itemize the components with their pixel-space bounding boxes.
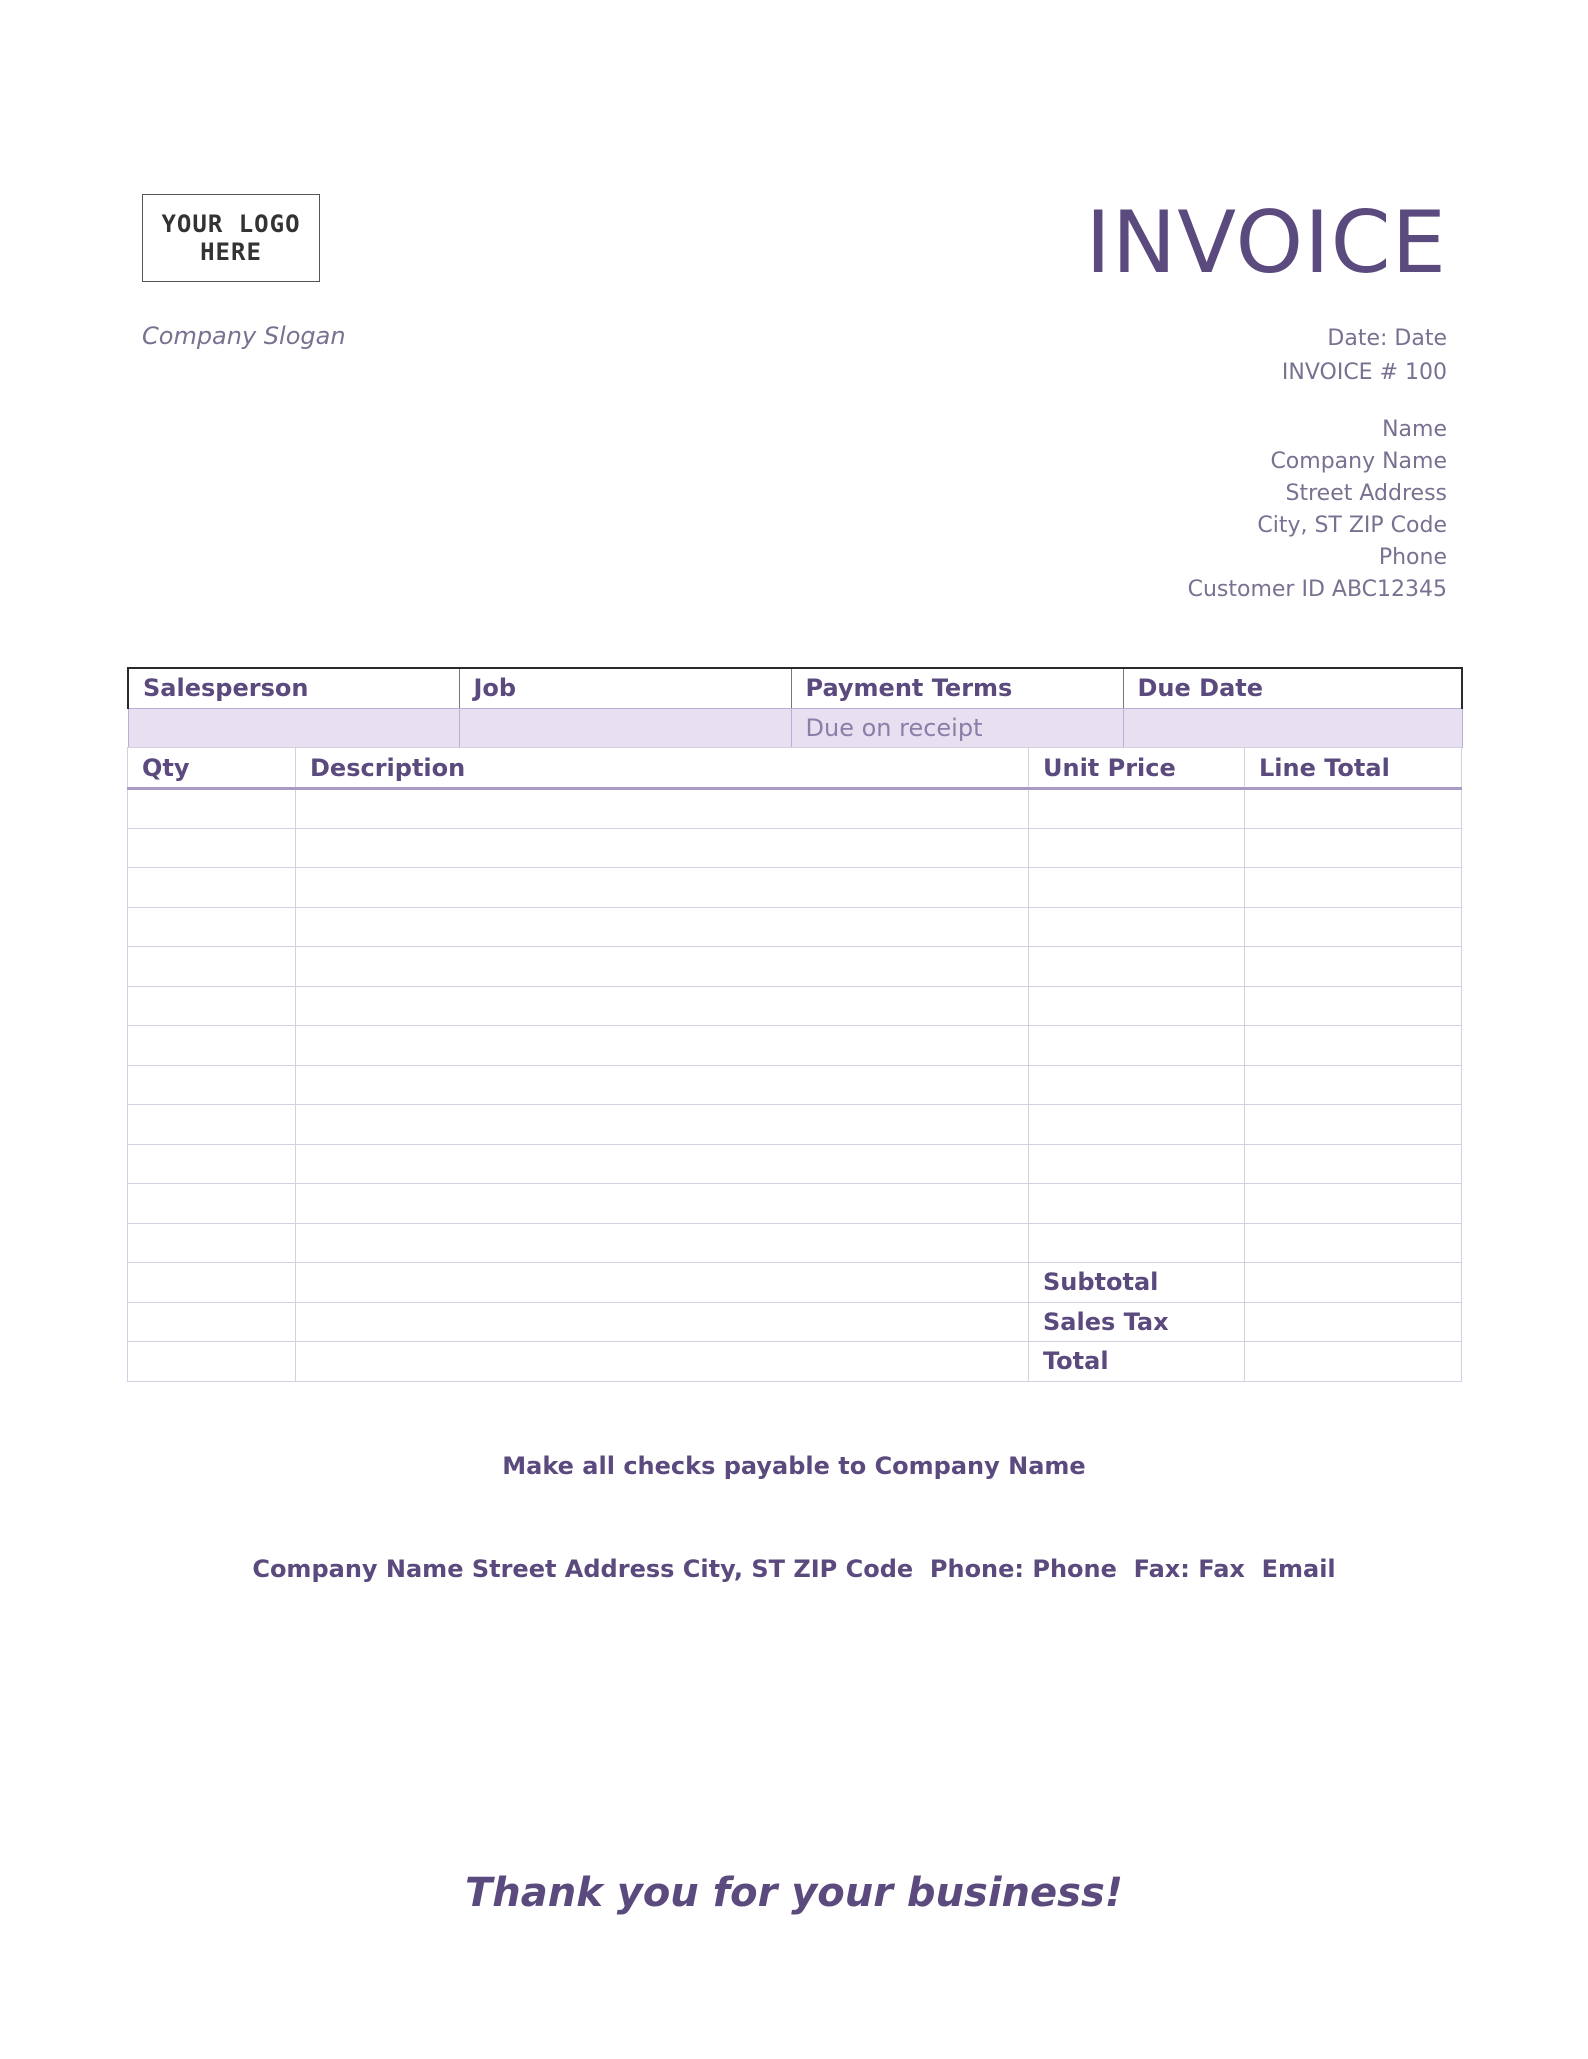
customer-block xyxy=(1188,414,1447,606)
item-cell-line-total[interactable] xyxy=(1245,1223,1462,1263)
item-cell-unit-price[interactable] xyxy=(1029,789,1245,829)
item-row xyxy=(128,1026,1462,1066)
item-cell-line-total[interactable] xyxy=(1245,1026,1462,1066)
item-cell-line-total[interactable] xyxy=(1245,1184,1462,1224)
item-cell-unit-price[interactable] xyxy=(1029,828,1245,868)
checks-payable-note: Make all checks payable to Company Name xyxy=(502,1452,1086,1480)
info-value-job[interactable] xyxy=(459,708,791,748)
item-row xyxy=(128,947,1462,987)
item-row xyxy=(128,1144,1462,1184)
totals-value[interactable] xyxy=(1245,1263,1462,1303)
totals-cell-qty[interactable] xyxy=(128,1302,296,1342)
item-cell-qty[interactable] xyxy=(128,1184,296,1224)
item-cell-qty[interactable] xyxy=(128,1105,296,1145)
item-cell-unit-price[interactable] xyxy=(1029,868,1245,908)
customer-street: Street Address xyxy=(1285,481,1447,506)
item-cell-qty[interactable] xyxy=(128,828,296,868)
item-row xyxy=(128,986,1462,1026)
logo-line-2: HERE xyxy=(200,238,262,266)
info-header-due-date: Due Date xyxy=(1123,668,1462,708)
item-cell-line-total[interactable] xyxy=(1245,1065,1462,1105)
item-cell-qty[interactable] xyxy=(128,907,296,947)
item-cell-unit-price[interactable] xyxy=(1029,1144,1245,1184)
item-cell-description[interactable] xyxy=(296,1026,1029,1066)
item-cell-description[interactable] xyxy=(296,907,1029,947)
item-cell-unit-price[interactable] xyxy=(1029,907,1245,947)
item-cell-description[interactable] xyxy=(296,868,1029,908)
item-row xyxy=(128,868,1462,908)
items-header-unit-price: Unit Price xyxy=(1029,748,1245,789)
item-cell-description[interactable] xyxy=(296,828,1029,868)
items-header-row xyxy=(128,748,1462,789)
info-table xyxy=(127,667,1463,748)
customer-id: Customer ID ABC12345 xyxy=(1187,577,1447,602)
info-header-payment-terms: Payment Terms xyxy=(791,668,1123,708)
item-cell-line-total[interactable] xyxy=(1245,868,1462,908)
customer-name: Name xyxy=(1382,417,1447,442)
item-cell-description[interactable] xyxy=(296,1144,1029,1184)
invoice-number: INVOICE # 100 xyxy=(1281,360,1447,385)
item-row xyxy=(128,1065,1462,1105)
thank-you-message: Thank you for your business! xyxy=(464,1870,1124,1916)
totals-cell-description[interactable] xyxy=(296,1302,1029,1342)
item-cell-line-total[interactable] xyxy=(1245,828,1462,868)
item-cell-description[interactable] xyxy=(296,1065,1029,1105)
item-row xyxy=(128,1105,1462,1145)
company-slogan: Company Slogan xyxy=(142,322,346,350)
logo-placeholder xyxy=(142,194,320,282)
items-header-qty: Qty xyxy=(128,748,296,789)
item-cell-line-total[interactable] xyxy=(1245,789,1462,829)
item-cell-description[interactable] xyxy=(296,947,1029,987)
item-row xyxy=(128,789,1462,829)
item-cell-unit-price[interactable] xyxy=(1029,947,1245,987)
item-cell-unit-price[interactable] xyxy=(1029,1026,1245,1066)
item-cell-qty[interactable] xyxy=(128,1065,296,1105)
item-cell-line-total[interactable] xyxy=(1245,1105,1462,1145)
totals-value[interactable] xyxy=(1245,1302,1462,1342)
item-cell-description[interactable] xyxy=(296,1184,1029,1224)
item-cell-qty[interactable] xyxy=(128,1223,296,1263)
invoice-title: INVOICE xyxy=(1085,193,1447,293)
info-header-job: Job xyxy=(459,668,791,708)
item-cell-description[interactable] xyxy=(296,986,1029,1026)
item-cell-description[interactable] xyxy=(296,1105,1029,1145)
item-cell-description[interactable] xyxy=(296,789,1029,829)
item-cell-unit-price[interactable] xyxy=(1029,986,1245,1026)
customer-city: City, ST ZIP Code xyxy=(1257,513,1447,538)
info-value-payment-terms[interactable]: Due on receipt xyxy=(791,708,1123,748)
item-row xyxy=(128,907,1462,947)
totals-label: Total xyxy=(1029,1342,1245,1382)
item-cell-unit-price[interactable] xyxy=(1029,1184,1245,1224)
customer-company: Company Name xyxy=(1270,449,1447,474)
items-table xyxy=(127,747,1462,1382)
item-cell-qty[interactable] xyxy=(128,986,296,1026)
item-cell-unit-price[interactable] xyxy=(1029,1223,1245,1263)
customer-phone: Phone xyxy=(1378,545,1447,570)
item-cell-line-total[interactable] xyxy=(1245,1144,1462,1184)
item-cell-qty[interactable] xyxy=(128,947,296,987)
totals-value[interactable] xyxy=(1245,1342,1462,1382)
item-cell-line-total[interactable] xyxy=(1245,907,1462,947)
info-header-salesperson: Salesperson xyxy=(128,668,459,708)
totals-label: Sales Tax xyxy=(1029,1302,1245,1342)
item-row xyxy=(128,1184,1462,1224)
info-value-due-date[interactable] xyxy=(1123,708,1462,748)
item-cell-line-total[interactable] xyxy=(1245,986,1462,1026)
item-row xyxy=(128,828,1462,868)
totals-row xyxy=(128,1302,1462,1342)
info-header-row xyxy=(128,668,1462,708)
totals-cell-description[interactable] xyxy=(296,1263,1029,1303)
item-row xyxy=(128,1223,1462,1263)
item-cell-qty[interactable] xyxy=(128,868,296,908)
totals-row xyxy=(128,1263,1462,1303)
totals-cell-qty[interactable] xyxy=(128,1263,296,1303)
item-cell-qty[interactable] xyxy=(128,789,296,829)
invoice-date: Date: Date xyxy=(1327,326,1447,351)
totals-cell-description[interactable] xyxy=(296,1342,1029,1382)
footer-address: Company Name Street Address City, ST ZIP Code Phone: Phone Fax: Fax Email xyxy=(252,1555,1336,1583)
item-cell-unit-price[interactable] xyxy=(1029,1065,1245,1105)
item-cell-line-total[interactable] xyxy=(1245,947,1462,987)
item-cell-description[interactable] xyxy=(296,1223,1029,1263)
info-value-salesperson[interactable] xyxy=(128,708,459,748)
logo-line-1: YOUR LOGO xyxy=(161,210,301,238)
items-header-description: Description xyxy=(296,748,1029,789)
item-cell-qty[interactable] xyxy=(128,1144,296,1184)
items-header-line-total: Line Total xyxy=(1245,748,1462,789)
totals-label: Subtotal xyxy=(1029,1263,1245,1303)
item-cell-qty[interactable] xyxy=(128,1026,296,1066)
invoice-meta xyxy=(1282,322,1447,390)
totals-row xyxy=(128,1342,1462,1382)
info-value-row xyxy=(128,708,1462,748)
item-cell-unit-price[interactable] xyxy=(1029,1105,1245,1145)
totals-cell-qty[interactable] xyxy=(128,1342,296,1382)
